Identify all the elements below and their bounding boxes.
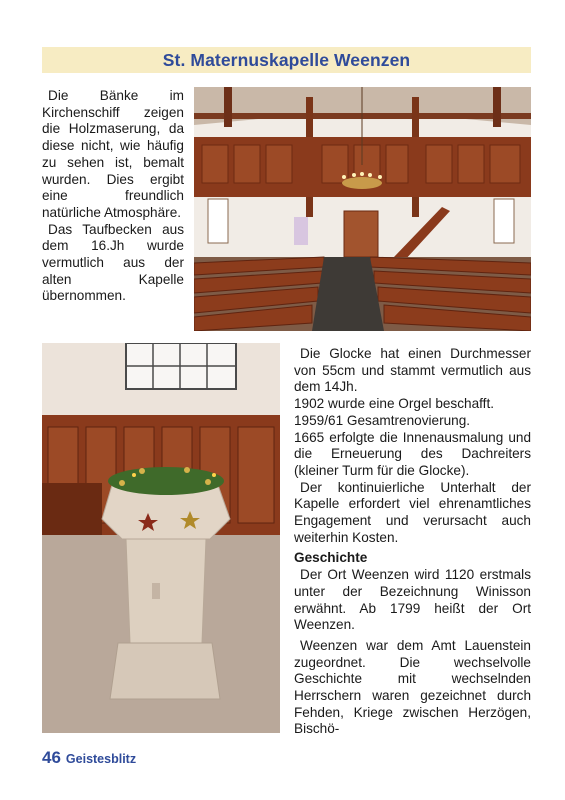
chapel-interior-photo — [194, 87, 531, 331]
page-footer — [42, 748, 136, 768]
section-heading-history: Geschichte — [294, 550, 368, 566]
page-title: St. Maternuskapelle Weenzen — [162, 49, 411, 70]
paragraph-organ: 1902 wurde eine Orgel beschafft. — [294, 396, 495, 412]
right-text-column — [294, 346, 531, 738]
page-number: 46 — [42, 748, 61, 767]
title-banner — [42, 47, 531, 73]
magazine-name: Geistesblitz — [65, 752, 137, 766]
paragraph-history-1: Der Ort Weenzen wird 1120 erstmals unter der Bezeichnung Winisson erwähnt. Ab 1799 heißt der Ort Weenzen. — [294, 567, 531, 633]
paragraph-painting: 1665 erfolgte die Innenausmalung und die Erneuerung des Dachreiters (kleiner Turm für die Glocke). — [294, 429, 531, 478]
paragraph-history-2: Weenzen war dem Amt Lauenstein zugeordnet. Die wechselvolle Geschichte mit wechselnden Herrschern waren gezeichnet durch Fehden, Kriege zwischen Herzögen, Bischö- — [294, 637, 531, 737]
paragraph-renovation: 1959/61 Gesamtrenovierung. — [294, 412, 471, 428]
baptismal-font-photo — [42, 343, 280, 733]
paragraph-benches: Die Bänke im Kirchenschiff zeigen die Holzmaserung, da diese nicht, wie häufig zu sehen ist, bemalt wurden. Dies ergibt eine freundlich natürliche Atmosphäre. — [42, 88, 184, 220]
paragraph-maintenance: Der kontinuierliche Unterhalt der Kapelle erfordert viel ehrenamtliches Engagement und verursacht auch weiterhin Kosten. — [294, 479, 531, 545]
paragraph-bell: Die Glocke hat einen Durchmesser von 55cm und stammt vermutlich aus dem 14Jh. — [294, 346, 531, 395]
paragraph-font: Das Taufbecken aus dem 16.Jh wurde vermutlich aus der alten Kapelle übernommen. — [42, 221, 184, 304]
left-text-column — [42, 88, 184, 305]
